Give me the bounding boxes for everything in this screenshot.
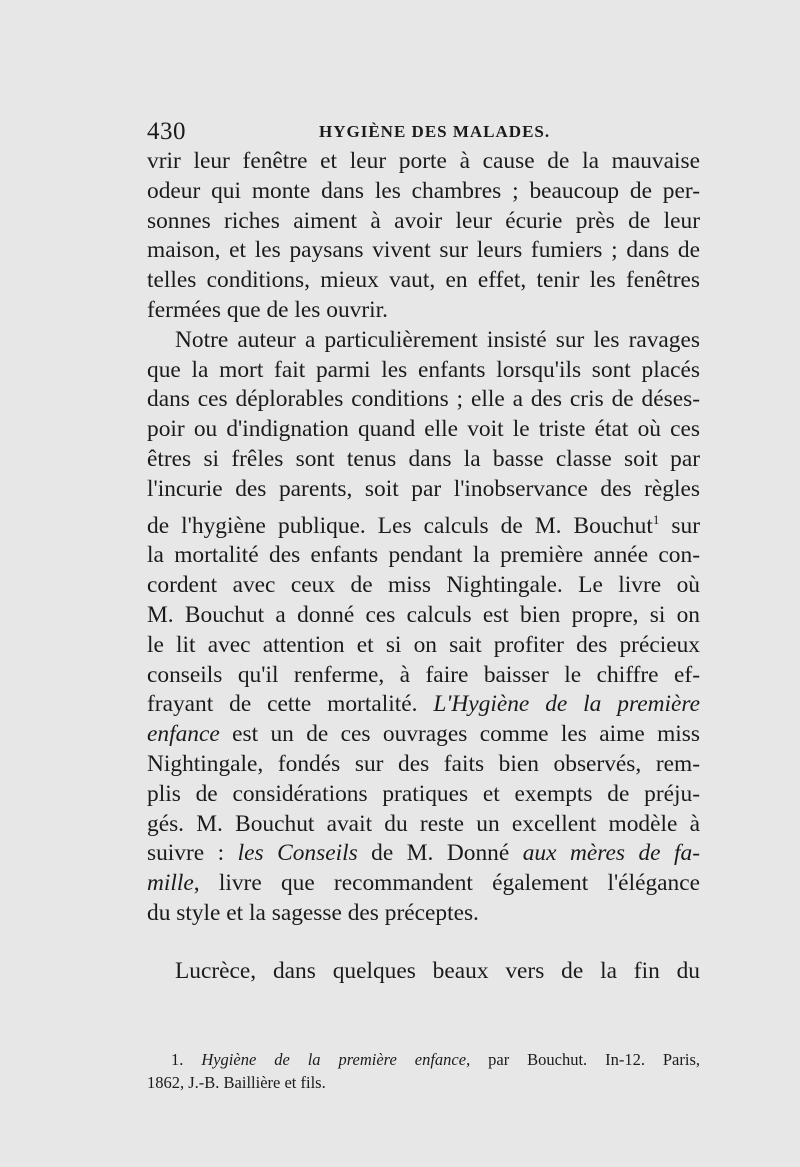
body-text — [147, 147, 700, 987]
footnote-title: Hygiène de la première enfance — [201, 1050, 467, 1069]
text-line: que la mort fait parmi les enfants lorsqu'ils sont placés — [147, 356, 700, 383]
text-line — [147, 839, 700, 869]
paragraph — [147, 957, 700, 987]
text-span: de M. Donné — [357, 840, 523, 867]
text-line: êtres si frêles sont tenus dans la basse classe soit par — [147, 445, 700, 472]
text-span: est un de ces ouvrages comme les aime miss — [219, 721, 700, 748]
text-line — [147, 505, 700, 542]
book-title: enfance — [147, 721, 220, 748]
paragraph — [147, 147, 700, 326]
text-line: gés. M. Bouchut avait du reste un excellent modèle à — [147, 810, 700, 837]
paragraph — [147, 326, 700, 929]
footnote-text: , par Bouchut. In-12. Paris, — [466, 1050, 700, 1069]
running-head: HYGIÈNE DES MALADES. — [319, 122, 551, 141]
paragraph-gap — [147, 929, 700, 957]
text-line: Nightingale, fondés sur des faits bien observés, rem- — [147, 750, 700, 777]
text-line: sonnes riches aiment à avoir leur écurie près de leur — [147, 207, 700, 234]
text-line: la mortalité des enfants pendant la première année con- — [147, 542, 700, 569]
text-line: M. Bouchut a donné ces calculs est bien propre, si on — [147, 601, 700, 628]
footnote-line: 1862, J.-B. Baillière et fils. — [147, 1073, 326, 1092]
text-line: Notre auteur a particulièrement insisté sur les ravages — [175, 326, 700, 353]
text-line: conseils qu'il renferme, à faire baisser le chiffre ef- — [147, 661, 700, 688]
text-line: poir ou d'indignation quand elle voit le triste état où ces — [147, 416, 700, 443]
text-line: le lit avec attention et si on sait profiter des précieux — [147, 631, 700, 658]
text-span: suivre : — [147, 840, 238, 867]
text-line: du style et la sagesse des préceptes. — [147, 899, 479, 926]
text-line: cordent avec ceux de miss Nightingale. Le livre où — [147, 572, 700, 599]
footnote-line — [147, 1048, 700, 1071]
page-header — [147, 118, 699, 148]
text-line: odeur qui monte dans les chambres ; beaucoup de per- — [147, 177, 700, 204]
text-line — [147, 869, 700, 899]
text-line: dans ces déplorables conditions ; elle a des cris de déses- — [147, 386, 700, 413]
book-title: L'Hygiène de la première — [433, 691, 700, 718]
footnote-marker: 1. — [171, 1050, 184, 1069]
text-span: sur — [659, 512, 700, 539]
text-line: l'incurie des parents, soit par l'inobservance des règles — [147, 475, 700, 502]
text-line — [147, 720, 700, 750]
text-line: vrir leur fenêtre et leur porte à cause de la mauvaise — [147, 148, 700, 174]
text-line — [147, 690, 700, 720]
text-line: Lucrèce, dans quelques beaux vers de la fin du — [175, 957, 700, 984]
text-line: plis de considérations pratiques et exempts de préju- — [147, 780, 700, 807]
text-line: telles conditions, mieux vaut, en effet, tenir les fenêtres — [147, 267, 700, 294]
text-line: fermées que de les ouvrir. — [147, 296, 388, 323]
book-title: les Conseils — [237, 840, 358, 867]
text-line: maison, et les paysans vivent sur leurs fumiers ; dans de — [147, 237, 700, 264]
book-title: aux mères de fa- — [522, 840, 700, 867]
page-number: 430 — [147, 118, 186, 145]
footnotes — [147, 1048, 700, 1094]
book-title: mille — [147, 870, 194, 897]
text-span: , livre que recommandent également l'élégance — [193, 870, 700, 897]
text-span: frayant de cette mortalité. — [147, 691, 434, 718]
text-span: de l'hygiène publique. Les calculs de M. Bouchut — [147, 512, 653, 539]
footnote-reference: 1 — [652, 511, 660, 527]
